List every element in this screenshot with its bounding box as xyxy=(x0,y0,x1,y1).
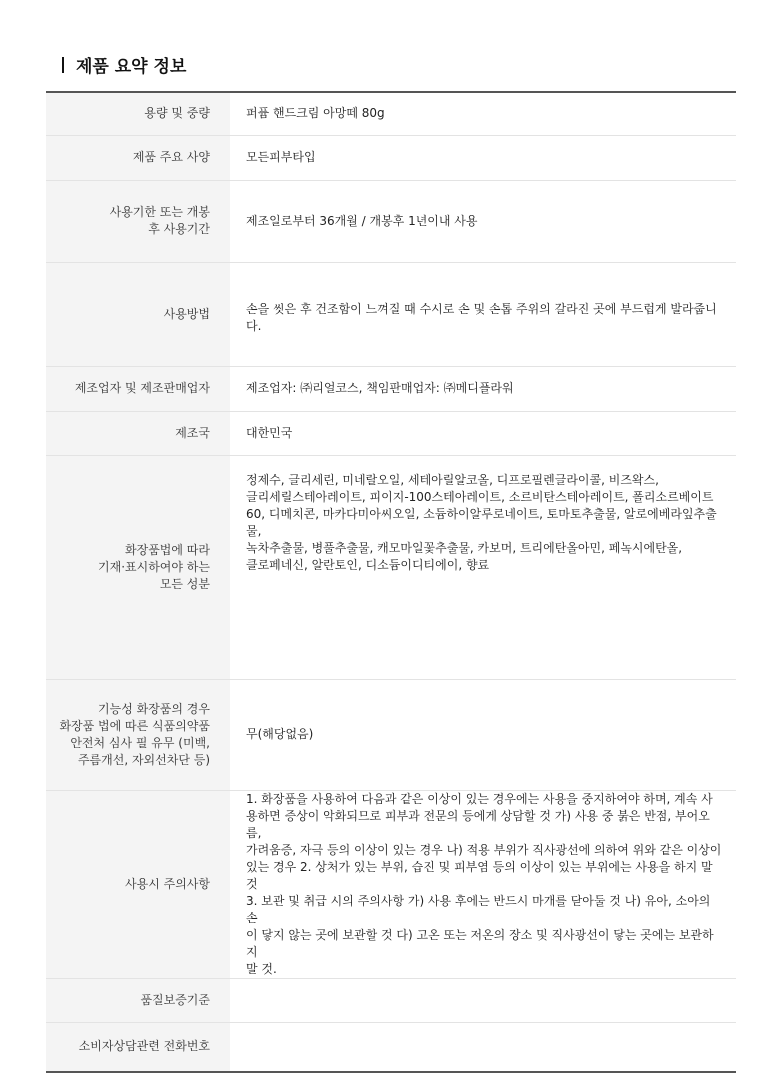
row-value-country: 대한민국 xyxy=(230,411,736,455)
row-value-caution: 1. 화장품을 사용하여 다음과 같은 이상이 있는 경우에는 사용을 중지하여야 하며, 계속 사 용하면 증상이 악화되므로 피부과 전문의 등에게 상담할 것 가) 사용 중 붉은 반점, 부어오름, 가려움증, 자극 등의 이상이 있는 경우 나) 적용 부위가 직사광선에 의하여 위와 같은 이상이 있는 경우 2. 상처가 있는 부위, 습진 및 피부염 등의 이상이 있는 부위에는 사용을 하지 말 것 3. 보관 및 취급 시의 주의사항 가) 사용 후에는 반드시 마개를 닫아둘 것 나) 유아, 소아의 손 이 닿지 않는 곳에 보관할 것 다) 고온 또는 저온의 장소 및 직사광선이 닿는 곳에는 보관하지 말 것. xyxy=(230,790,736,978)
table-row xyxy=(46,180,736,262)
row-label-functional: 기능성 화장품의 경우 화장품 법에 따른 식품의약품 안전처 심사 필 유무 (미백, 주름개선, 자외선차단 등) xyxy=(46,679,230,790)
row-value-manufacturer: 제조업자: ㈜리얼코스, 책임판매업자: ㈜메디플라워 xyxy=(230,366,736,411)
row-label-quality: 품질보증기준 xyxy=(46,978,230,1022)
row-value-ingredients: 정제수, 글리세린, 미네랄오일, 세테아릴알코올, 디프로필렌글라이콜, 비즈왁스, 글리세릴스테아레이트, 피이지-100스테아레이트, 소르비탄스테아레이트, 폴리소르베이트 60, 디메치콘, 마카다미아씨오일, 소듐하이알루로네이트, 토마토추출물, 알로에베라잎추출물, 녹차추출물, 병풀추출물, 캐모마일꽃추출물, 카보머, 트리에탄올아민, 페녹시에탄올, 클로페네신, 알란토인, 디소듐이디티에이, 향료 xyxy=(230,455,736,679)
row-label-caution: 사용시 주의사항 xyxy=(46,790,230,978)
row-label-phone: 소비자상담관련 전화번호 xyxy=(46,1022,230,1072)
row-value-phone xyxy=(230,1022,736,1072)
row-label-ingredients: 화장품법에 따라 기재·표시하여야 하는 모든 성분 xyxy=(46,455,230,679)
table-row xyxy=(46,262,736,366)
row-label-capacity: 용량 및 중량 xyxy=(46,92,230,135)
row-value-expiry: 제조일로부터 36개월 / 개봉후 1년이내 사용 xyxy=(230,180,736,262)
table-row xyxy=(46,790,736,978)
table-row xyxy=(46,135,736,180)
row-label-usage: 사용방법 xyxy=(46,262,230,366)
row-value-usage: 손을 씻은 후 건조함이 느껴질 때 수시로 손 및 손톱 주위의 갈라진 곳에 부드럽게 발라줍니다. xyxy=(230,262,736,366)
table-row xyxy=(46,411,736,455)
table-row xyxy=(46,92,736,135)
table-row xyxy=(46,679,736,790)
row-label-manufacturer: 제조업자 및 제조판매업자 xyxy=(46,366,230,411)
row-value-quality xyxy=(230,978,736,1022)
row-value-spec: 모든피부타입 xyxy=(230,135,736,180)
table-row xyxy=(46,1022,736,1072)
section-heading xyxy=(62,52,186,77)
product-info-table xyxy=(46,91,736,1073)
row-value-capacity: 퍼퓸 핸드크림 아망떼 80g xyxy=(230,92,736,135)
row-label-country: 제조국 xyxy=(46,411,230,455)
table-row xyxy=(46,455,736,679)
table-row xyxy=(46,366,736,411)
row-value-functional: 무(해당없음) xyxy=(230,679,736,790)
heading-bar xyxy=(62,57,64,73)
section-title: 제품 요약 정보 xyxy=(76,57,187,77)
row-label-expiry: 사용기한 또는 개봉 후 사용기간 xyxy=(46,180,230,262)
row-label-spec: 제품 주요 사양 xyxy=(46,135,230,180)
table-row xyxy=(46,978,736,1022)
